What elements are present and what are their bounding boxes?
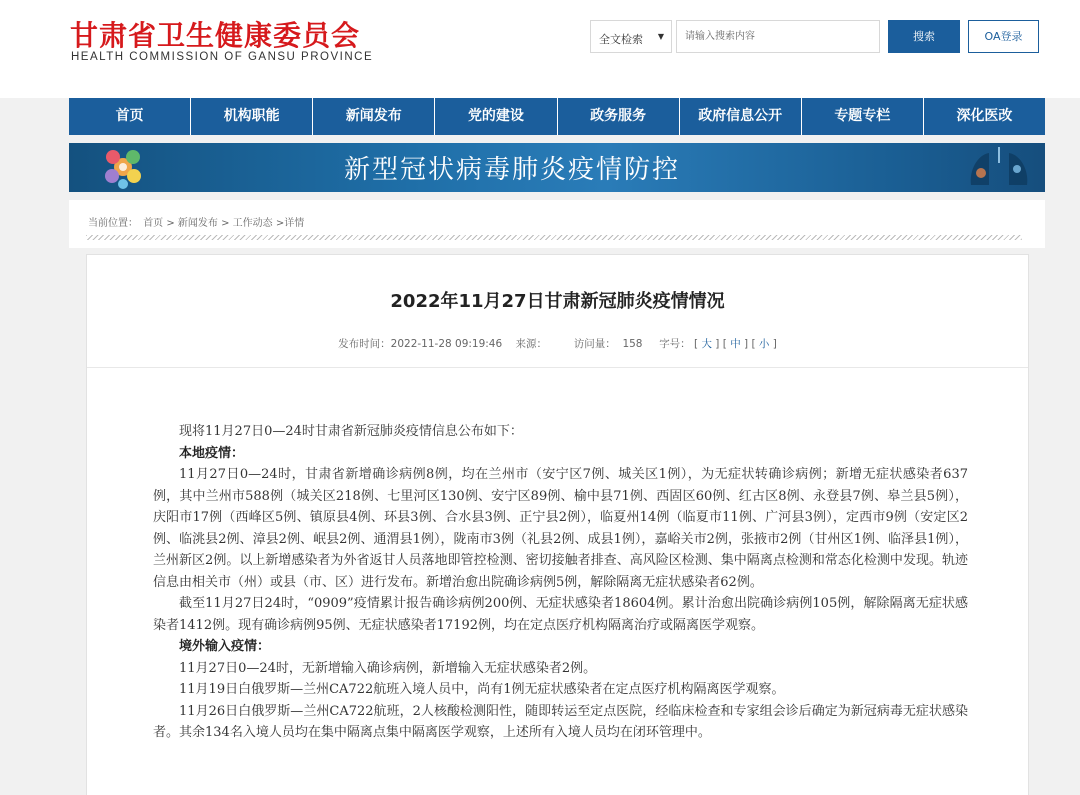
article-panel (86, 254, 1029, 795)
nav-item-party[interactable]: 党的建设 (435, 98, 557, 135)
nav-item-topics[interactable]: 专题专栏 (802, 98, 924, 135)
breadcrumb-area (69, 200, 1045, 248)
nav-item-functions[interactable]: 机构职能 (191, 98, 313, 135)
site-logo-en: HEALTH COMMISSION OF GANSU PROVINCE (71, 51, 374, 63)
paragraph: 11月26日白俄罗斯—兰州CA722航班，2人核酸检测阳性，随即转运至定点医院，经临床检查和专家组会诊后确定为新冠病毒无症状感染者。其余134名入境人员均在集中隔离点集中隔离医学观察，上述所有入境人员均在闭环管理中。 (153, 703, 968, 740)
publish-time: 2022-11-28 09:19:46 (390, 338, 503, 350)
font-size-small[interactable]: 小 (758, 338, 770, 350)
article-body (153, 421, 968, 744)
font-size-large[interactable]: 大 (701, 338, 712, 350)
nav-item-reform[interactable]: 深化医改 (956, 108, 1013, 124)
paragraph: 11月27日0—24时，无新增输入确诊病例，新增输入无症状感染者2例。 (179, 660, 597, 676)
oa-login-button[interactable]: OA登录 (968, 20, 1039, 53)
source-label: 来源： (515, 338, 548, 350)
breadcrumb-label: 当前位置： (88, 218, 138, 229)
paragraph: 现将11月27日0—24时甘肃省新冠肺炎疫情信息公布如下： (179, 424, 523, 439)
main-nav (69, 98, 1045, 135)
font-size-label: 字号： (659, 338, 691, 350)
section-heading-local: 本地疫情： (179, 445, 245, 461)
site-logo-cn[interactable]: 甘肃省卫生健康委员会 (70, 19, 361, 52)
views-label: 访问量： (573, 338, 616, 350)
site-header (0, 0, 1080, 98)
search-scope-select[interactable] (590, 20, 672, 53)
font-size-medium[interactable]: 中 (730, 338, 741, 350)
virus-icon (99, 145, 147, 190)
breadcrumb (88, 214, 306, 229)
chevron-down-icon: ▼ (657, 32, 664, 41)
views-count: 158 (622, 338, 643, 350)
nav-item-disclosure[interactable]: 政府信息公开 (680, 98, 802, 135)
nav-item-home[interactable]: 首页 (69, 98, 191, 135)
search-scope-label: 全文检索 (599, 33, 643, 46)
nav-item-news[interactable]: 新闻发布 (313, 98, 435, 135)
lung-icon (959, 145, 1039, 190)
article-meta: 发布时间：2022-11-28 09:19:46 来源： 访问量： 158 字号： [ 大 ] [ 中 ] [ 小 ] (338, 338, 777, 350)
article-title: 2022年11月27日甘肃新冠肺炎疫情情况 (390, 291, 725, 312)
covid-banner[interactable] (69, 143, 1045, 192)
meta-divider (87, 367, 1028, 368)
divider (86, 235, 1022, 240)
nav-item-services[interactable]: 政务服务 (558, 98, 680, 135)
breadcrumb-path[interactable]: 首页 > 新闻发布 > 工作动态 >详情 (143, 218, 305, 229)
banner-title: 新型冠状病毒肺炎疫情防控 (344, 155, 681, 185)
paragraph: 11月27日0—24时，甘肃省新增确诊病例8例，均在兰州市（安宁区7例、城关区1例），为无症状转确诊病例；新增无症状感染者637例，其中兰州市588例（城关区218例、七里河区130例、安宁区89例、榆中县71例、西固区60例、红古区8例、永登县7例、皋兰县5例），庆阳市17例（西峰区5例、镇原县4例、环县3例、合水县3例、正宁县2例），临夏州14例（临夏市11例、广河县3例），定西市9例（安定区2例、临洮县2例、漳县2例、岷县2例、通渭县1例），陇南市3例（礼县2例、成县1例），嘉峪关市2例，张掖市2例（甘州区1例、临泽县1例），兰州新区2例。以上新增感染者为外省返甘人员落地即管控检测、密切接触者排查、高风险区检测、集中隔离点检测和常态化检测中发现。轨迹信息由相关市（州）或县（市、区）进行发布。新增治愈出院确诊病例5例，解除隔离无症状感染者62例。 (153, 467, 968, 590)
search-button[interactable]: 搜索 (888, 20, 960, 53)
paragraph: 截至11月27日24时，“0909”疫情累计报告确诊病例200例、无症状感染者18604例。累计治愈出院确诊病例105例，解除隔离无症状感染者1412例。现有确诊病例95例、无症状感染者17192例，均在定点医疗机构隔离治疗或隔离医学观察。 (153, 596, 968, 633)
search-input[interactable] (676, 20, 880, 53)
paragraph: 11月19日白俄罗斯—兰州CA722航班入境人员中，尚有1例无症状感染者在定点医疗机构隔离医学观察。 (179, 682, 785, 697)
publish-time-label: 发布时间： (338, 338, 391, 350)
section-heading-imported: 境外输入疫情： (179, 639, 271, 654)
